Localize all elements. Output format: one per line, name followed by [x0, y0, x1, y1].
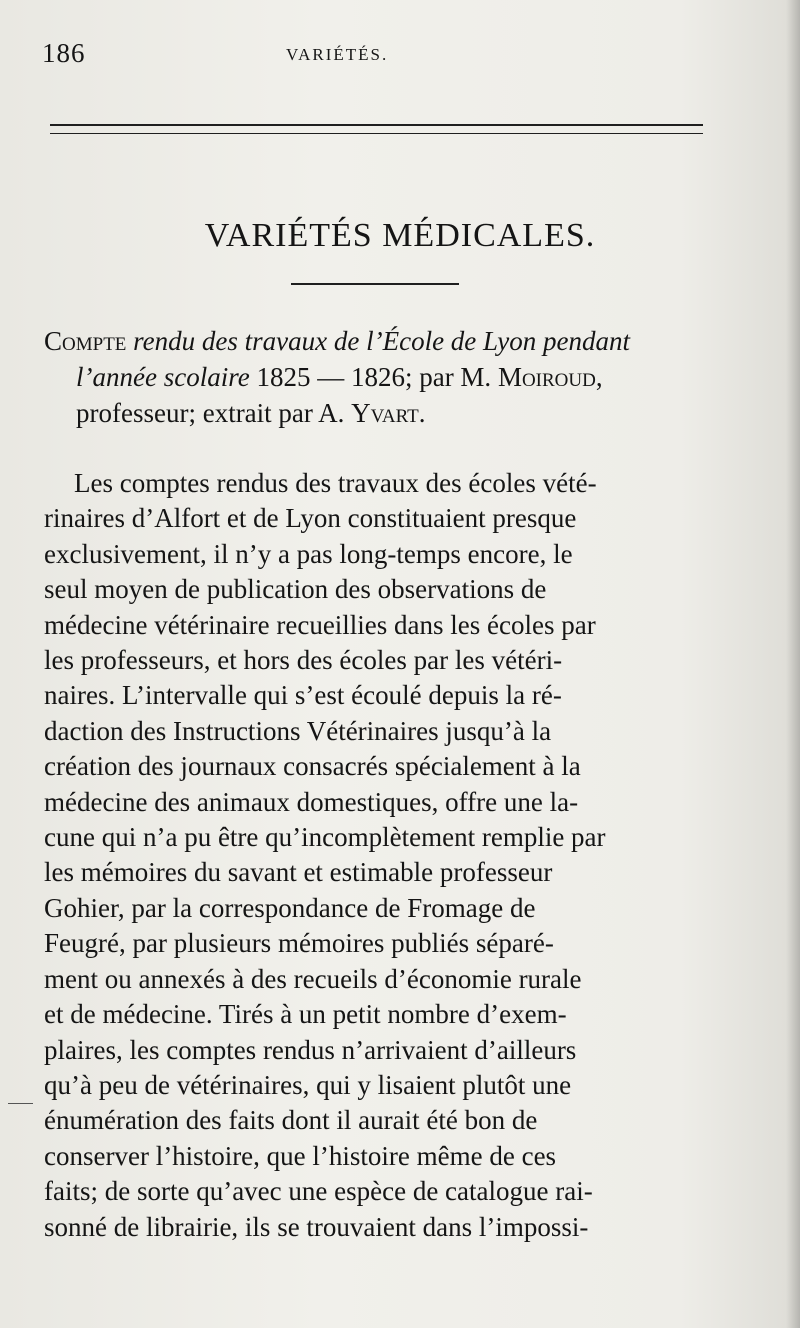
- heading-years-author: 1825 — 1826; par M.: [256, 362, 492, 392]
- article-heading-line-1: [44, 323, 736, 359]
- body-line: daction des Instructions Vétérinaires jusqu’à la: [44, 715, 552, 746]
- header-rule-top: [50, 124, 703, 126]
- body-line: plaires, les comptes rendus n’arrivaient d’ailleurs: [44, 1034, 577, 1065]
- body-line: les professeurs, et hors des écoles par les vétéri-: [44, 645, 563, 676]
- margin-mark: [8, 1103, 33, 1104]
- body-line: seul moyen de publication des observations de: [44, 574, 547, 605]
- body-line: et de médecine. Tirés à un petit nombre d’exem-: [44, 999, 567, 1030]
- body-line: ment ou annexés à des recueils d’économie rurale: [44, 963, 582, 994]
- body-line: les mémoires du savant et estimable professeur: [44, 857, 553, 888]
- body-line: faits; de sorte qu’avec une espèce de catalogue rai-: [44, 1176, 593, 1207]
- body-line: sonné de librairie, ils se trouvaient dans l’impossi-: [44, 1211, 589, 1242]
- article-body: [44, 466, 720, 1245]
- heading-school-year: l’année scolaire: [76, 362, 250, 392]
- body-line: médecine vétérinaire recueillies dans les écoles par: [44, 609, 596, 640]
- body-line: exclusivement, il n’y a pas long-temps encore, le: [44, 538, 573, 569]
- heading-compte: Compte: [44, 326, 127, 356]
- body-line: rinaires d’Alfort et de Lyon constituaient presque: [44, 503, 577, 534]
- heading-extractor-name: Yvart.: [351, 398, 426, 428]
- body-line: conserver l’histoire, que l’histoire même de ces: [44, 1140, 557, 1171]
- body-line: qu’à peu de vétérinaires, qui y lisaient plutôt une: [44, 1069, 572, 1100]
- heading-author-name: Moiroud,: [497, 362, 603, 392]
- body-line: médecine des animaux domestiques, offre une la-: [44, 786, 579, 817]
- page-number: 186: [42, 38, 86, 68]
- article-heading: [44, 323, 736, 431]
- article-heading-line-3: [44, 395, 736, 431]
- article-heading-line-2: [44, 359, 736, 395]
- header-rule-bottom: [50, 133, 703, 134]
- title-separator: [291, 283, 459, 285]
- body-line: Les comptes rendus des travaux des écoles vété-: [74, 468, 597, 498]
- body-line: création des journaux consacrés spécialement à la: [44, 751, 581, 782]
- body-line: énumération des faits dont il aurait été bon de: [44, 1105, 538, 1136]
- running-head: VARIÉTÉS.: [286, 45, 389, 64]
- heading-extract-by: professeur; extrait par A.: [76, 398, 345, 428]
- body-line: cune qui n’a pu être qu’incomplètement remplie par: [44, 822, 606, 853]
- body-line: Gohier, par la correspondance de Fromage de: [44, 892, 536, 923]
- heading-italic-title: rendu des travaux de l’École de Lyon pendant: [133, 326, 630, 356]
- body-line: Feugré, par plusieurs mémoires publiés séparé-: [44, 928, 554, 959]
- body-line: naires. L’intervalle qui s’est écoulé depuis la ré-: [44, 680, 562, 711]
- section-title: VARIÉTÉS MÉDICALES.: [204, 216, 596, 254]
